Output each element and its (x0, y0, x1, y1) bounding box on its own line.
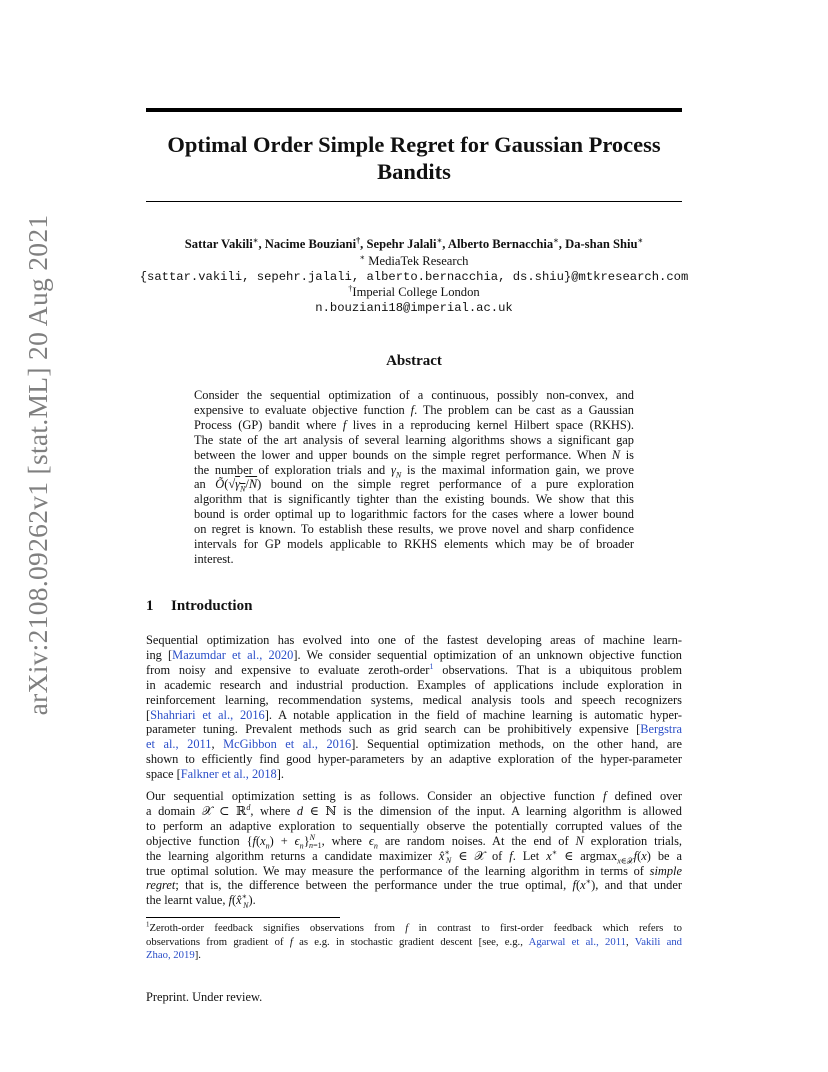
intro-paragraph-2: Our sequential optimization setting is as follows. Consider an objective function f defined over a domain 𝒳 ⊂ ℝ$^d$, where d ∈ ℕ is the dimension of the input. A learning algorithm is allowed to perform an adaptive exploration to sequentially observe the potentially corrupted values of the objective function $\{f(x_n) + \epsilon_n\}^N_{n=1}$, where $\epsilon_n$ are random noises. At the end of N exploration trials, the learning algorithm returns a candidate maximizer $x̂^∗_N$ ∈ 𝒳 of f. Let x∗ ∈ argmax$_{x\in 𝒳}$f(x) be a true optimal solution. We may measure the performance of the learning algorithm in terms of simple regret; that is, the difference between the performance under the true optimal, f(x∗), and that under the learnt value, $f(x̂^∗_N)$. (146, 789, 683, 910)
section-title: Introduction (171, 598, 253, 614)
cite-bergstra-cont[interactable]: et al., 2011 (146, 737, 212, 752)
cite-mazumdar[interactable]: Mazumdar et al., 2020 (172, 647, 294, 662)
cite-bergstra[interactable]: Bergstra (640, 722, 682, 737)
abstract-heading: Abstract (386, 353, 442, 369)
cite-vakili[interactable]: Vakili and (634, 935, 683, 948)
preprint-note: Preprint. Under review. (146, 990, 263, 1004)
cite-falkner[interactable]: Falkner et al., 2018 (180, 767, 277, 782)
cite-agarwal[interactable]: Agarwal et al., 2011 (528, 935, 626, 948)
author-2: Nacime Bouziani (264, 237, 357, 251)
arxiv-id: arXiv:2108.09262v1 [stat.ML] 20 Aug 2021 (22, 214, 53, 716)
author-list: Sattar Vakili∗, Nacime Bouziani†, Sepehr Jalali∗, Alberto Bernacchia∗, Da-shan Shiu∗ (184, 235, 644, 251)
title-top-rule (146, 108, 682, 112)
cite-shahriari[interactable]: Shahriari et al., 2016 (150, 707, 265, 722)
author-3: Sepehr Jalali (366, 237, 437, 251)
affiliation-1: ∗ MediaTek Research (359, 252, 469, 268)
cite-mcgibbon[interactable]: McGibbon et al., 2016 (223, 737, 352, 752)
footnote-rule (146, 917, 340, 918)
title-line-2: Bandits (377, 159, 451, 184)
paper-title (146, 131, 682, 185)
intro-paragraph-1: Sequential optimization has evolved into one of the fastest developing areas of machine learn- ing [Mazumdar et al., 2020]. We consider sequential optimization of an unknown objective function from noisy and expensive to evaluate zeroth-order$^1$ observations. That is a ubiquitous problem in academic research and industrial production. Examples of applications include exploration in reinforcement learning, recommendation systems, medical analysis tools and speech recognizers [Shahriari et al., 2016]. A notable application in the field of machine learning is automatic hyper- parameter tuning. Prevalent methods such as grid search can be prohibitively expensive [Bergstra et al., 2011, McGibbon et al., 2016]. Sequential optimization methods, on the other hand, are shown to efficiently find good hyper-parameters by an adaptive exploration of the hyper-parameter space [Falkner et al., 2018]. (146, 633, 683, 782)
author-4: Alberto Bernacchia (447, 237, 554, 251)
email-2: n.bouziani18@imperial.ac.uk (315, 301, 513, 315)
author-1: Sattar Vakili (184, 237, 253, 251)
title-line-1: Optimal Order Simple Regret for Gaussian Process (167, 132, 661, 157)
section-number: 1 (146, 598, 154, 614)
title-bottom-rule (146, 201, 682, 202)
cite-vakili-cont[interactable]: Zhao, 2019 (146, 949, 195, 961)
section-heading (146, 598, 252, 615)
abstract-body: Consider the sequential optimization of a continuous, possibly non-convex, and expensive to evaluate objective function f. The problem can be cast as a Gaussian Process (GP) bandit where f lives in a reproducing kernel Hilbert space (RKHS). The state of the art analysis of several learning algorithms shows a significant gap between the lower and upper bounds on the simple regret performance. When N is the number of exploration trials and $\gamma_N$ is the maximal information gain, we prove an $Õ(√\gamma_N/N)$ bound on the simple regret performance of a pure exploration algorithm that is significantly tighter than the existing bounds. We show that this bound is order optimal up to logarithmic factors for the cases where a lower bound on regret is known. To establish these results, we prove novel and sharp confidence intervals for GP models applicable to RKHS elements which may be of broader interest. (194, 388, 635, 566)
affiliation-2: †Imperial College London (348, 283, 480, 299)
author-5: Da-shan Shiu (565, 237, 638, 251)
footnote-1: $^1$Zeroth-order feedback signifies observations from f in contrast to first-order feedback which refers to observations from gradient of f as e.g. in stochastic gradient descent [see, e.g., Agarwal et al., 2011, Vakili and Zhao, 2019]. (146, 920, 683, 961)
email-1: {sattar.vakili, sepehr.jalali, alberto.bernacchia, ds.shiu}@mtkresearch.com (139, 270, 689, 284)
